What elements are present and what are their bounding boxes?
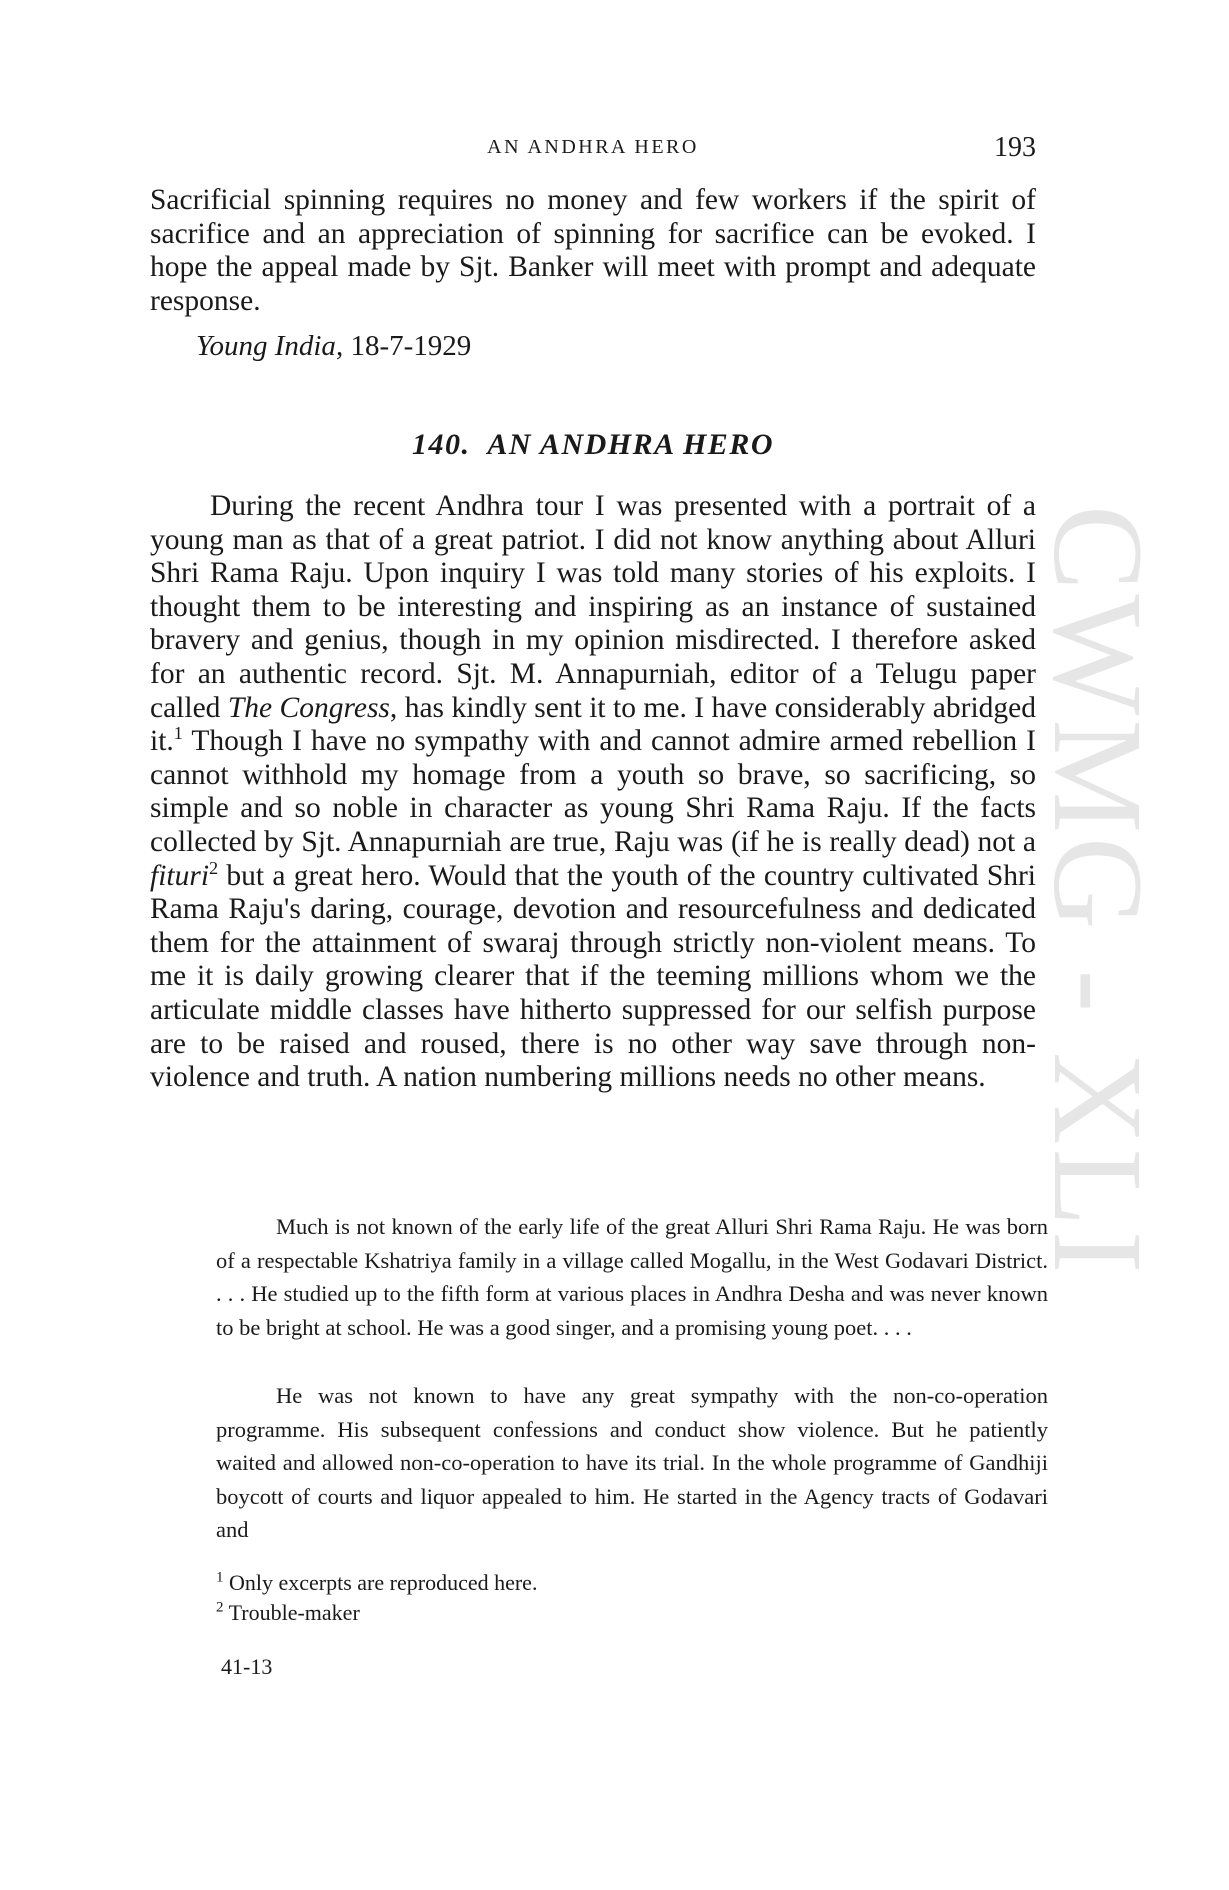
running-header <box>150 132 1036 172</box>
footnote-text-1: Only excerpts are reproduced here. <box>223 1570 538 1595</box>
paper-name: The Congress <box>227 691 390 724</box>
footnote-mark-2: 2 <box>216 1599 224 1616</box>
article-number: 140. <box>411 428 471 461</box>
continuation-paragraph: Sacrificial spinning requires no money and few workers if the spirit of sacrifice and an appreciation of spinning for sacrifice can be evoked. I hope the appeal made by Sjt. Banker will meet with prompt and adequate response. <box>150 184 1036 317</box>
article-title: AN ANDHRA HERO <box>487 428 774 461</box>
running-title: AN ANDHRA HERO <box>487 136 699 158</box>
footnote-1 <box>216 1568 916 1598</box>
article-heading <box>150 428 1036 462</box>
footnote-2 <box>216 1598 916 1628</box>
source-citation <box>196 330 471 363</box>
footnotes <box>216 1568 916 1628</box>
footnote-text-2: Trouble-maker <box>223 1600 360 1625</box>
footnote-mark-1: 1 <box>216 1569 224 1586</box>
body-text-part-3: Though I have no sympathy with and cannot admire armed rebellion I cannot withhold my homage from a youth so brave, so sacrificing, so simple and so noble in character as young Shri Rama Raju. If the facts collected by Sjt. Annapurniah are true, Raju was (if he is really dead) not a <box>150 725 1036 858</box>
body-text-part-2: , has kindly sent it to me. I have considerably abridged it. <box>150 691 1036 758</box>
watermark-text: CWMG - XLI <box>1027 505 1169 1278</box>
body-text-part-4: but a great hero. Would that the youth of the country cultivated Shri Rama Raju's daring, courage, devotion and resourcefulness and dedicated them for the attainment of swaraj through strictly non-violent means. To me it is daily growing clearer that if the teeming millions whom we the articulate middle classes have hitherto suppressed for our selfish purpose are to be raised and roused, there is no other way save through non-violence and truth. A nation numbering millions needs no other means. <box>150 859 1036 1094</box>
article-body <box>150 490 1036 1095</box>
watermark <box>1027 505 1169 1385</box>
body-text-part-1: During the recent Andhra tour I was presented with a portrait of a young man as that of a great patriot. I did not know anything about Alluri Shri Rama Raju. Upon inquiry I was told many stories of his exploits. I thought them to be interesting and inspiring as an instance of sustained bravery and genius, though in my opinion misdirected. I therefore asked for an authentic record. Sjt. M. Annapurniah, editor of a Telugu paper called <box>150 490 1036 724</box>
footnote-reference-2: 2 <box>209 857 219 878</box>
signature-mark: 41-13 <box>221 1654 273 1679</box>
source-publication: Young India <box>196 330 336 362</box>
fituri-term: fituri <box>150 859 210 892</box>
extract-paragraph-2: He was not known to have any great sympathy with the non-co-operation programme. His subsequent confessions and conduct show violence. But he patiently waited and allowed non-co-operation to have its trial. In the whole programme of Gandhiji boycott of courts and liquor appealed to him. He started in the Agency tracts of Godavari and <box>216 1383 1048 1543</box>
page-number: 193 <box>994 132 1036 163</box>
source-date: , 18-7-1929 <box>335 330 472 362</box>
footnote-reference-1: 1 <box>173 723 183 744</box>
extract-paragraph-1: Much is not known of the early life of the great Alluri Shri Rama Raju. He was born of a respectable Kshatriya family in a village called Mogallu, in the West Godavari District. . . . He studied up to the fifth form at various places in Andhra Desha and was never known to be bright at school. He was a good singer, and a promising young poet. . . . <box>216 1214 1048 1340</box>
